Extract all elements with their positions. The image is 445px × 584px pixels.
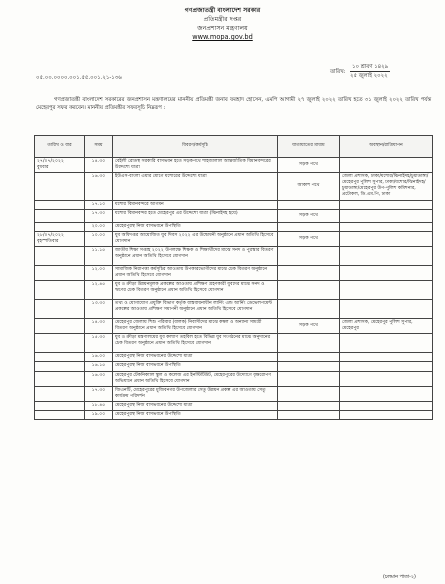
table-row xyxy=(35,281,433,300)
table-row xyxy=(35,231,433,246)
memo-number: ০৫.০০.০০০০.০০১.৫৫.০০১.২১-১৩৬ xyxy=(36,75,122,81)
row-transport xyxy=(278,334,340,353)
website-link[interactable]: www.mopa.gov.bd xyxy=(192,33,253,41)
row-description: জিএনটি, মেহেরপুরের মুজিবনগর উপজেলার সেতু উন্নয়ন প্রকল্প এর আওতায় সেতু কার্যক্রম পরিদর্শন xyxy=(113,386,278,401)
row-transport xyxy=(278,300,340,319)
row-stay xyxy=(340,410,433,419)
row-time: ১২.০০ xyxy=(85,265,113,280)
row-time: ১৪.৩০ xyxy=(85,158,113,173)
row-stay xyxy=(340,200,433,209)
row-transport: সড়ক পথে xyxy=(278,231,340,246)
row-stay xyxy=(340,300,433,319)
table-row xyxy=(35,265,433,280)
row-date xyxy=(35,386,85,401)
header-description: বিবরণ/কর্মসূচি xyxy=(113,136,278,158)
row-stay xyxy=(340,265,433,280)
table-row xyxy=(35,158,433,173)
office-name: প্রতিমন্ত্রীর দপ্তর xyxy=(203,16,242,23)
row-description: বেইলী রোডস্থ সরকারি বাসভবন হতে সড়কপথে শাহজালাল আন্তর্জাতিক বিমানবন্দরের উদ্দেশ্যে যাত্রা xyxy=(113,158,278,173)
table-row xyxy=(35,371,433,386)
row-description: মেহেরপুর টেকনিক্যাল স্কুল ও কলেজ এর ইনস্টিটিউট, মেহেরপুরের উদ্যোগে বৃক্ষরোপণ অভিযানে প্রধান অতিথি হিসেবে যোগদান xyxy=(113,371,278,386)
row-description: মেহেরপুরস্থ নিজ বাসভবনে উপস্থিতি xyxy=(113,362,278,371)
row-date xyxy=(35,173,85,200)
continued-note: (চলমান পাতা-২) xyxy=(383,575,416,580)
table-body xyxy=(35,158,433,420)
row-date xyxy=(35,401,85,410)
row-time: ১৬.১৫ xyxy=(85,362,113,371)
row-transport xyxy=(278,281,340,300)
row-time: ১৬.৩০ xyxy=(85,173,113,200)
schedule-table xyxy=(34,135,433,420)
row-transport xyxy=(278,371,340,386)
row-time: ১৬.৩০ xyxy=(85,371,113,386)
table-row xyxy=(35,300,433,319)
header-date: তারিখ ও বার xyxy=(35,136,85,158)
row-date: ২৮/০৭/২০২২ বৃহস্পতিবার xyxy=(35,231,85,246)
row-stay xyxy=(340,353,433,362)
row-date xyxy=(35,246,85,265)
row-time: ১৭.৩০ xyxy=(85,386,113,401)
table-row xyxy=(35,246,433,265)
row-date xyxy=(35,371,85,386)
table-header-row xyxy=(35,136,433,158)
row-time: ১৯.০০ xyxy=(85,410,113,419)
row-transport xyxy=(278,246,340,265)
row-transport xyxy=(278,353,340,362)
row-transport: সড়ক পথে xyxy=(278,209,340,222)
row-transport: আকাশ পথে xyxy=(278,173,340,200)
row-description: ইউএস-বাংলা এয়ার যোগে যশোরের উদ্দেশ্যে যাত্রা xyxy=(113,173,278,200)
row-time: ১৭.১০ xyxy=(85,200,113,209)
row-time: ১০.০০ xyxy=(85,231,113,246)
table-row xyxy=(35,353,433,362)
table-row xyxy=(35,386,433,401)
row-date xyxy=(35,265,85,280)
row-time: ১৮.৪৫ xyxy=(85,401,113,410)
row-transport xyxy=(278,386,340,401)
table-row xyxy=(35,319,433,334)
row-transport: সড়ক পথে xyxy=(278,319,340,334)
row-date xyxy=(35,410,85,419)
row-description: মেহেরপুরস্থ নিজ বাসভবনের উদ্দেশ্যে যাত্রা xyxy=(113,401,278,410)
row-date xyxy=(35,209,85,222)
row-stay xyxy=(340,386,433,401)
row-description: সামাজিক নিরাপত্তা কর্মসূচির আওতায় উপকারভোগীদের মাঝে চেক বিতরণ অনুষ্ঠানে প্রধান অতিথি হিসেবে যোগদান xyxy=(113,265,278,280)
table-row xyxy=(35,410,433,419)
row-time: ১৪.৩০ xyxy=(85,319,113,334)
row-description: তথ্য ও যোগাযোগ প্রযুক্তি বিভাগ কর্তৃক বাস্তবায়নাধীন লার্নিং এন্ড আর্নিং ডেভেলপমেন্ট প্রকল্পের আওতায় প্রশিক্ষণ সমাপনী অনুষ্ঠানে প্রধান অতিথি হিসেবে যোগদান xyxy=(113,300,278,319)
row-description: যুব ও ক্রীড়া উন্নয়নমূলক প্রকল্পের আওতায় প্রশিক্ষণ গ্রহণকারী যুবদের মাঝে সনদ ও ঋণের চেক বিতরণ অনুষ্ঠানে প্রধান অতিথি হিসেবে যোগদান xyxy=(113,281,278,300)
row-date xyxy=(35,222,85,231)
row-transport xyxy=(278,362,340,371)
date-block xyxy=(330,63,390,80)
row-date xyxy=(35,281,85,300)
table-row xyxy=(35,401,433,410)
table-row xyxy=(35,173,433,200)
row-transport xyxy=(278,401,340,410)
row-time: ১৫.৩০ xyxy=(85,334,113,353)
row-stay xyxy=(340,401,433,410)
row-date xyxy=(35,353,85,362)
row-stay xyxy=(340,158,433,173)
row-description: যশোর বিমানবন্দরে আগমন xyxy=(113,200,278,209)
row-date xyxy=(35,200,85,209)
row-time: ১৭.৩০ xyxy=(85,209,113,222)
row-description: মেহেরপুরস্থ নিজ বাসভবনে উপস্থিতি xyxy=(113,222,278,231)
row-stay: জেলা প্রশাসক, ঢাকা/যশোর/ঝিনাইদহ/চুয়াডাঙ্গা/মেহেরপুর পুলিশ সুপার, ঢাকা/যশোর/ঝিনাইদহ/চুয়াডাঙ্গা/মেহেরপুর উপ-পুলিশ কমিশনার, প্রটোকল, ডি.এম.পি, ঢাকা xyxy=(340,173,433,200)
date-bengali: ১০ শ্রাবণ ১৪২৯ xyxy=(352,64,389,70)
row-stay xyxy=(340,231,433,246)
row-time: ১৩.৩০ xyxy=(85,300,113,319)
row-description: মেহেরপুর জেলায় শিশু পরিবার (বালক) নিবাসীদের মাঝে কম্বল ও অন্যান্য সামগ্রী বিতরণ অনুষ্ঠানে প্রধান অতিথি হিসেবে যোগদান xyxy=(113,319,278,334)
row-stay xyxy=(340,209,433,222)
row-description: মেহেরপুরস্থ নিজ বাসভবনের উদ্দেশ্যে যাত্রা xyxy=(113,353,278,362)
header-transport: যাতায়াতের মাধ্যম xyxy=(278,136,340,158)
row-date xyxy=(35,319,85,334)
row-date xyxy=(35,334,85,353)
row-stay xyxy=(340,222,433,231)
row-stay: জেলা প্রশাসক, মেহেরপুর পুলিশ সুপার, মেহেরপুর xyxy=(340,319,433,334)
intro-paragraph: গণপ্রজাতন্ত্রী বাংলাদেশ সরকারের জনপ্রশাসন মন্ত্রণালয়ের মাননীয় প্রতিমন্ত্রী জনাব ফরহাদ হোসেন, এমপি আগামী ২৭ জুলাই ২০২২ তারিখ হতে ৩১ জুলাই ২০২২ তারিখ পর্যন্ত মেহেরপুর সফর করবেন। মাননীয় প্রতিমন্ত্রীর সফরসূচি নিম্নরূপ : xyxy=(36,97,431,112)
row-description: যুব অধিদপ্তর আয়োজিত যুব দিবস ২০২২ এর উদ্বোধনী অনুষ্ঠানে প্রধান অতিথি হিসেবে যোগদান xyxy=(113,231,278,246)
row-stay xyxy=(340,334,433,353)
row-stay xyxy=(340,281,433,300)
ministry-name: জনপ্রশাসন মন্ত্রণালয় xyxy=(197,25,248,32)
table-row xyxy=(35,209,433,222)
table-row xyxy=(35,200,433,209)
table-row xyxy=(35,222,433,231)
row-time: ২০.০০ xyxy=(85,222,113,231)
row-time: ১১.১৫ xyxy=(85,246,113,265)
row-date: ২৭/০৭/২০২২ বুধবার xyxy=(35,158,85,173)
row-transport xyxy=(278,265,340,280)
letterhead xyxy=(0,6,445,42)
header-time: সময় xyxy=(85,136,113,158)
row-description: জাতীয় শিক্ষা সপ্তাহ ২০২২ উপলক্ষে শিক্ষক ও শিক্ষার্থীদের মাঝে সনদ ও পুরস্কার বিতরণ অনুষ্ঠানে প্রধান অতিথি হিসেবে যোগদান xyxy=(113,246,278,265)
header-stay: অবস্থান/রাত্রিযাপন xyxy=(340,136,433,158)
row-stay xyxy=(340,362,433,371)
row-transport xyxy=(278,410,340,419)
row-transport: সড়ক পথে xyxy=(278,158,340,173)
date-label: তারিখ: xyxy=(330,69,346,75)
row-date xyxy=(35,300,85,319)
row-transport xyxy=(278,222,340,231)
row-description: যশোর বিমানবন্দর হতে মেহেরপুর এর উদ্দেশ্যে যাত্রা (ঝিনাইদহ হয়ে) xyxy=(113,209,278,222)
table-row xyxy=(35,334,433,353)
row-transport xyxy=(278,200,340,209)
row-description: যুব ও ক্রীড়া মন্ত্রণালয়ের যুব কল্যাণ তহবিল হতে বিভিন্ন যুব সংগঠনের মাঝে অনুদানের চেক বিতরণ অনুষ্ঠানে প্রধান অতিথি হিসেবে যোগদান xyxy=(113,334,278,353)
date-english: ২৫ জুলাই ২০২২ xyxy=(350,73,388,79)
table-row xyxy=(35,362,433,371)
row-description: মেহেরপুরস্থ নিজ বাসভবনে উপস্থিতি xyxy=(113,410,278,419)
row-stay xyxy=(340,246,433,265)
row-date xyxy=(35,362,85,371)
row-stay xyxy=(340,371,433,386)
row-time: ১৬.০০ xyxy=(85,353,113,362)
row-time: ১২.৪৫ xyxy=(85,281,113,300)
government-name: গণপ্রজাতন্ত্রী বাংলাদেশ সরকার xyxy=(184,7,261,14)
